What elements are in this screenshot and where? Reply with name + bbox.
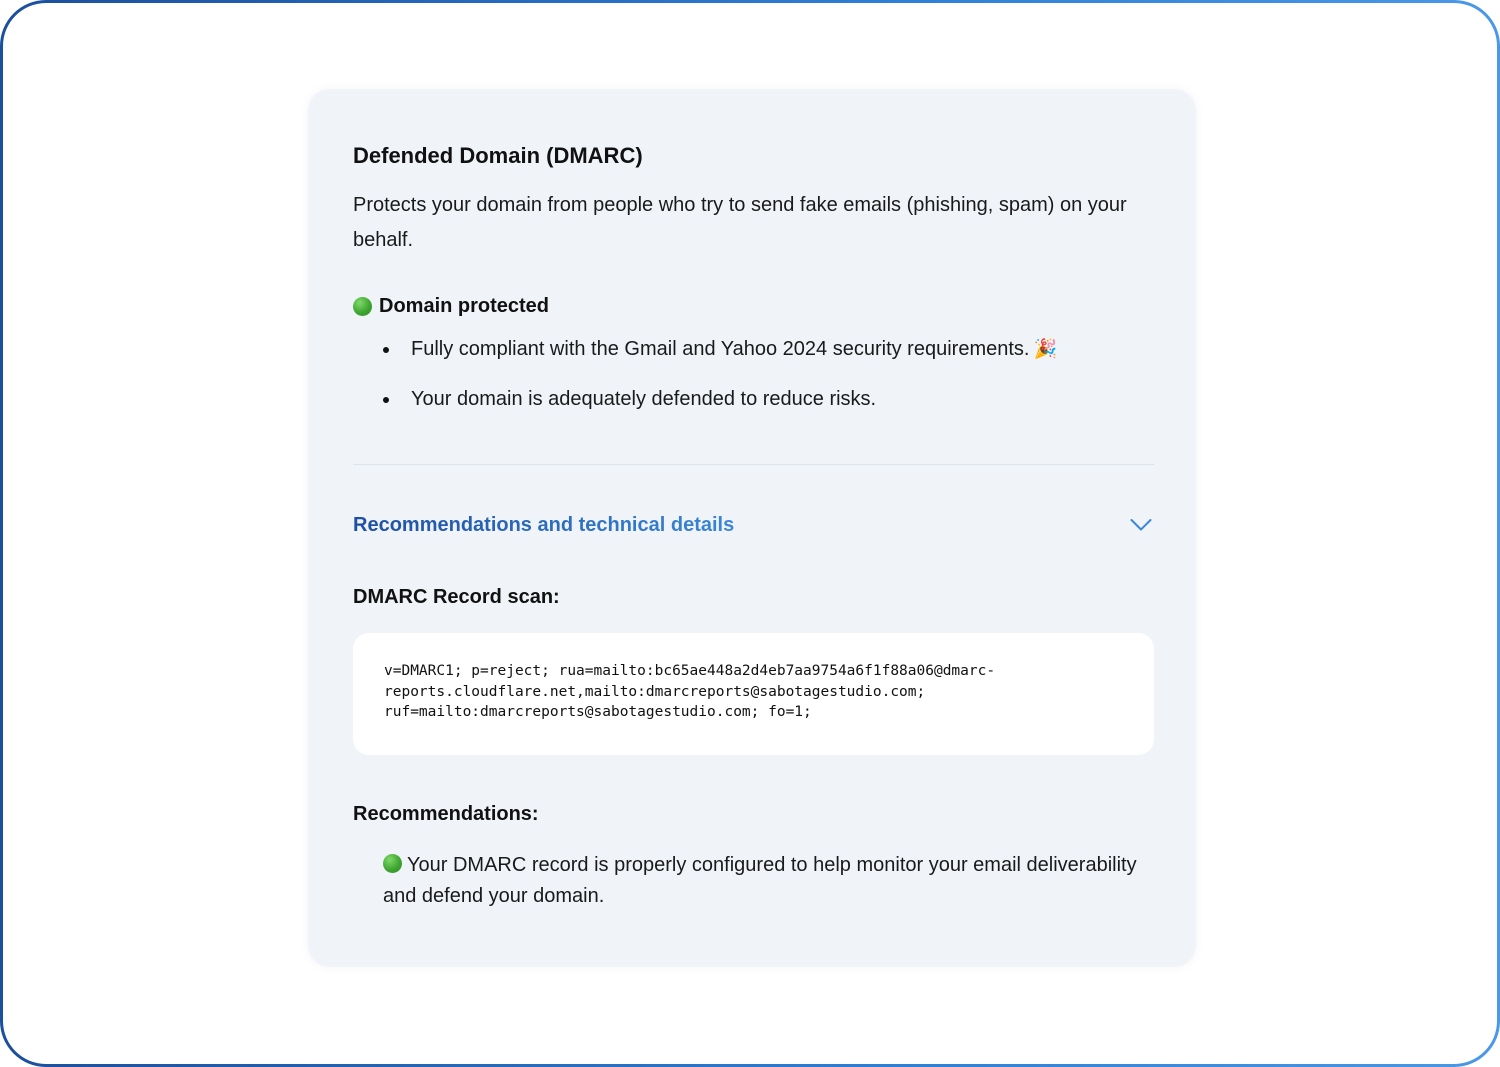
frame-inner (3, 3, 1497, 1064)
card-title: Defended Domain (DMARC) (353, 143, 643, 168)
dmarc-record-box (353, 633, 1154, 755)
bullet-text: Your domain is adequately defended to reduce risks. (411, 388, 877, 410)
card-description: Protects your domain from people who try to send fake emails (phishing, spam) on your behalf. (353, 194, 1127, 251)
green-circle-icon (383, 854, 402, 873)
recommendations-heading: Recommendations: (353, 803, 539, 825)
recommendation-text: Your DMARC record is properly configured to help monitor your email deliverability and defend your domain. (383, 854, 1137, 907)
dmarc-card (308, 89, 1196, 967)
record-heading: DMARC Record scan: (353, 586, 560, 608)
recommendation-item (383, 850, 1154, 912)
status-bullets (353, 334, 1154, 414)
list-item (353, 334, 1154, 364)
party-popper-icon: 🎉 (1033, 338, 1058, 360)
bullet-text: Fully compliant with the Gmail and Yahoo 2024 security requirements. (411, 338, 1030, 360)
status-label: Domain protected (379, 295, 550, 317)
chevron-down-icon[interactable] (1130, 518, 1152, 532)
list-item (353, 384, 1154, 414)
divider (353, 464, 1154, 465)
dmarc-record-value: v=DMARC1; p=reject; rua=mailto:bc65ae448a2d4eb7aa9754a6f1f88a06@dmarc-reports.cloudflare.net,mailto:dmarcreports@sabotagestudio.com; ruf=mailto:dmarcreports@sabotagestudio.com; fo=1; (384, 663, 996, 720)
accordion-label[interactable]: Recommendations and technical details (353, 511, 734, 539)
status-row (353, 292, 1154, 320)
green-circle-icon (353, 297, 372, 316)
details-accordion-toggle[interactable] (353, 511, 1154, 539)
